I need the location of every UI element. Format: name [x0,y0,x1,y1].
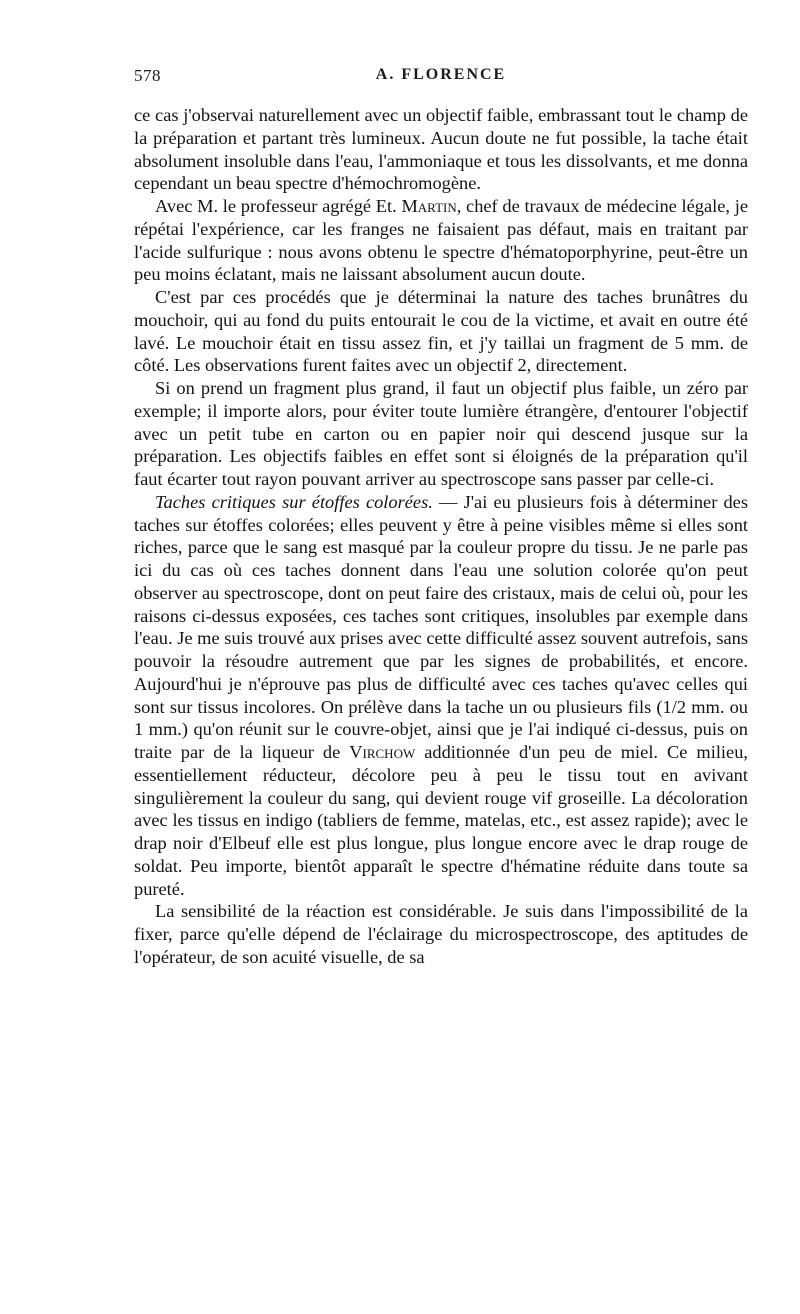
running-head-author: A. FLORENCE [375,66,507,83]
text-run: Si on prend un fragment plus grand, il faut un objectif plus faible, un zéro par exemple; il importe alors, pour éviter toute lumière étrangère, d'entourer l'objectif avec un petit tube en carton ou en papier noir qui descend jusque sur la préparation. Les objectifs faibles en effet sont si éloignés de la préparation qu'il faut écarter tout rayon pouvant arriver au spectroscope sans passer par celle-ci. [134,378,748,489]
body-text [134,104,748,969]
text-run: additionnée d'un peu de miel. Ce milieu, essentiellement réducteur, décolore peu à peu le tissu tout en avivant singulièrement la couleur du sang, qui devient rouge vif groseille. La décoloration avec les tissus en indigo (tabliers de femme, matelas, etc., est assez rapide); avec le drap noir d'Elbeuf elle est plus longue, plus longue encore avec le drap rouge de soldat. Peu importe, bientôt apparaît le spectre d'hématine réduite dans toute sa pureté. [134,742,748,899]
paragraph [134,900,748,968]
text-run: ce cas j'observai naturellement avec un objectif faible, embrassant tout le champ de la préparation et partant très lumineux. Aucun doute ne fut possible, la tache était absolument insoluble dans l'eau, l'ammoniaque et tous les dissolvants, et me donna cependant un beau spectre d'hémochromogène. [134,105,748,194]
author-name-small-caps: Martin [401,196,457,216]
text-run: — J'ai eu plusieurs fois à déterminer des taches sur étoffes colorées; elles peuvent y être à peine visibles même si elles sont riches, parce que le sang est masqué par la couleur propre du tissu. Je ne parle pas ici du cas où ces taches donnent dans l'eau une solution colorée qu'on peut observer au spectroscope, dont on peut faire des cristaux, mais de celui où, pour les raisons ci-dessus exposées, ces taches sont critiques, insolubles par exemple dans l'eau. Je me suis trouvé aux prises avec cette difficulté assez souvent autrefois, sans pouvoir la résoudre autrement que par les signes de probabilités, et encore. Aujourd'hui je n'éprouve pas plus de difficulté avec ces taches qu'avec celles qui sont sur tissus incolores. On prélève dans la tache un ou plusieurs fils (1/2 mm. ou 1 mm.) qu'on réunit sur le couvre-objet, ainsi que je l'ai indiqué ci-dessus, puis on traite par de la liqueur de [134,491,749,762]
page-number: 578 [134,66,161,85]
paragraph [134,104,748,195]
text-run: C'est par ces procédés que je déterminai la nature des taches brunâtres du mouchoir, qui au fond du puits entourait le cou de la victime, et avait en outre été lavé. Le mouchoir était en tissu assez fin, et j'y taillai un fragment de 5 mm. de côté. Les observations furent faites avec un objectif 2, directement. [134,287,748,376]
paragraph [134,377,748,491]
author-name-small-caps: Virchow [349,742,416,762]
section-heading-italic: Taches critiques sur étoffes colorées. [155,491,433,512]
paragraph [134,195,748,286]
text-run: La sensibilité de la réaction est considérable. Je suis dans l'impossibilité de la fixer, parce qu'elle dépend de l'éclairage du microspectroscope, des aptitudes de l'opérateur, de son acuité visuelle, de sa [134,901,748,967]
running-head [134,66,748,90]
text-run: , chef de travaux de médecine légale, je répétai l'expérience, car les franges ne faisaient pas défaut, mais en traitant par l'acide sulfurique : nous avons obtenu le spectre d'hématoporphyrine, peut-être un peu moins éclatant, mais ne laissant absolument aucun doute. [134,196,748,285]
paragraph [134,286,748,377]
text-run: Avec M. le professeur agrégé Et. [155,196,402,216]
paragraph [134,491,748,901]
